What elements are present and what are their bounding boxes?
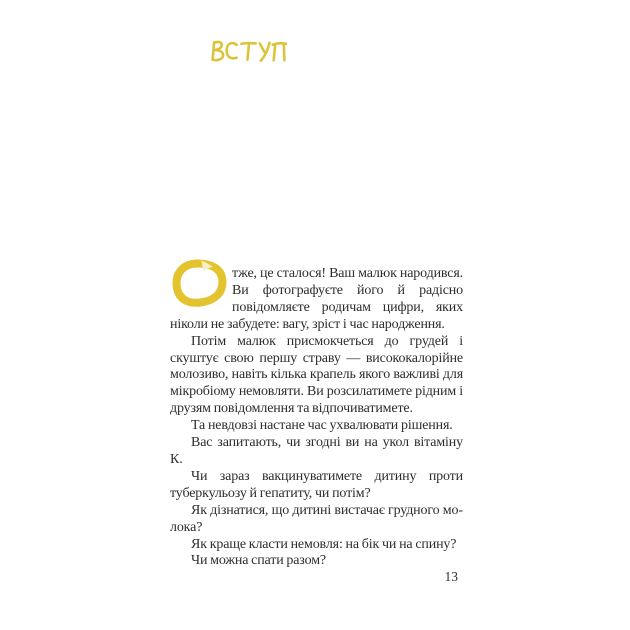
- page-number: 13: [444, 569, 458, 584]
- drop-cap: [170, 266, 232, 300]
- paragraph: Як краще класти немовля: на бік чи на спину?: [191, 536, 457, 552]
- chapter-title-lettering-icon: [209, 39, 287, 62]
- paragraph: Як дізнатися, що дитині вистачає грудного молока?: [170, 502, 463, 535]
- paragraph: Та невдовзі настане час ухвалювати рішення.: [191, 418, 453, 434]
- paragraph: Потім малюк присмокчеться до грудей і скуштує свою першу страву — висококалорійне молозиво, навіть кілька крапель якого важливі для мікробіому немовляти. Ви розсилатимете рідним і друзям повідомлення та відпочиватимете.: [170, 333, 463, 417]
- paragraph: Чи зараз вакцинуватимете дитину проти туберкульозу й гепатиту, чи потім?: [170, 468, 463, 501]
- paragraph: тже, це сталося! Ваш малюк народився. Ви фотографуєте його й радісно повідомляєте родичам цифри, яких ніколи не забудете: вагу, зріст і час народження.: [170, 266, 463, 332]
- chapter-title: [209, 39, 287, 62]
- drop-cap-ring-icon: [172, 259, 227, 307]
- paragraph: Чи можна спати разом?: [191, 553, 326, 569]
- paragraph: Вас запитають, чи згодні ви на укол вітаміну К.: [170, 435, 463, 467]
- drop-cap-letter: [169, 265, 170, 266]
- body-text: [170, 266, 463, 570]
